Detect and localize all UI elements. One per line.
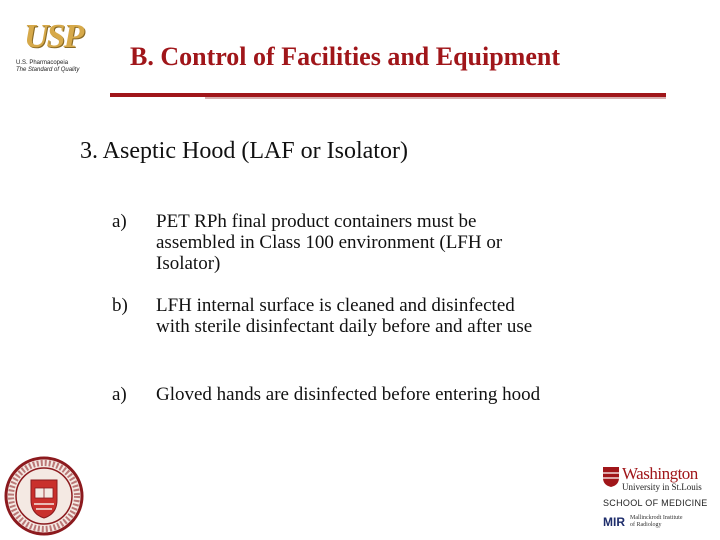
list-marker: b) (112, 295, 128, 316)
university-seal-logo (4, 456, 84, 536)
section-heading: 3. Aseptic Hood (LAF or Isolator) (80, 138, 408, 164)
list-item-line: Gloved hands are disinfected before entering hood (156, 384, 541, 405)
usp-caption-line2: The Standard of Quality (16, 67, 80, 73)
wu-name: Washington (622, 464, 698, 483)
school-of-medicine: SCHOOL OF MEDICINE (603, 498, 708, 508)
usp-logo-caption (16, 60, 79, 74)
list-item-line: assembled in Class 100 environment (LFH or (156, 232, 503, 253)
usp-caption-line1: U.S. Pharmacopeia (16, 60, 69, 66)
slide-title: B. Control of Facilities and Equipment (130, 42, 561, 71)
list-item-line: Isolator) (156, 253, 221, 274)
list-item-text (156, 384, 540, 405)
list-item-line: PET RPh final product containers must be (156, 211, 477, 232)
usp-logo (16, 14, 86, 80)
list-item-line: LFH internal surface is cleaned and disinfected (156, 295, 515, 316)
list-item-line: with sterile disinfectant daily before and after use (156, 316, 533, 337)
mir-caption-line1: Mallinckrodt Institute (630, 515, 683, 521)
wu-subtitle: University in St.Louis (622, 482, 702, 492)
list-item-text (156, 295, 532, 337)
list-item-text (156, 211, 502, 274)
title-rule-shadow (205, 97, 666, 99)
wu-shield-icon (602, 466, 620, 488)
washington-university-logo (602, 462, 716, 534)
list-marker: a) (112, 384, 127, 405)
usp-logo-mark: USP (24, 18, 83, 55)
list-marker: a) (112, 211, 127, 232)
mir-caption (630, 515, 683, 529)
mir-logo-mark: MIR (603, 515, 625, 529)
mir-caption-line2: of Radiology (630, 522, 662, 528)
